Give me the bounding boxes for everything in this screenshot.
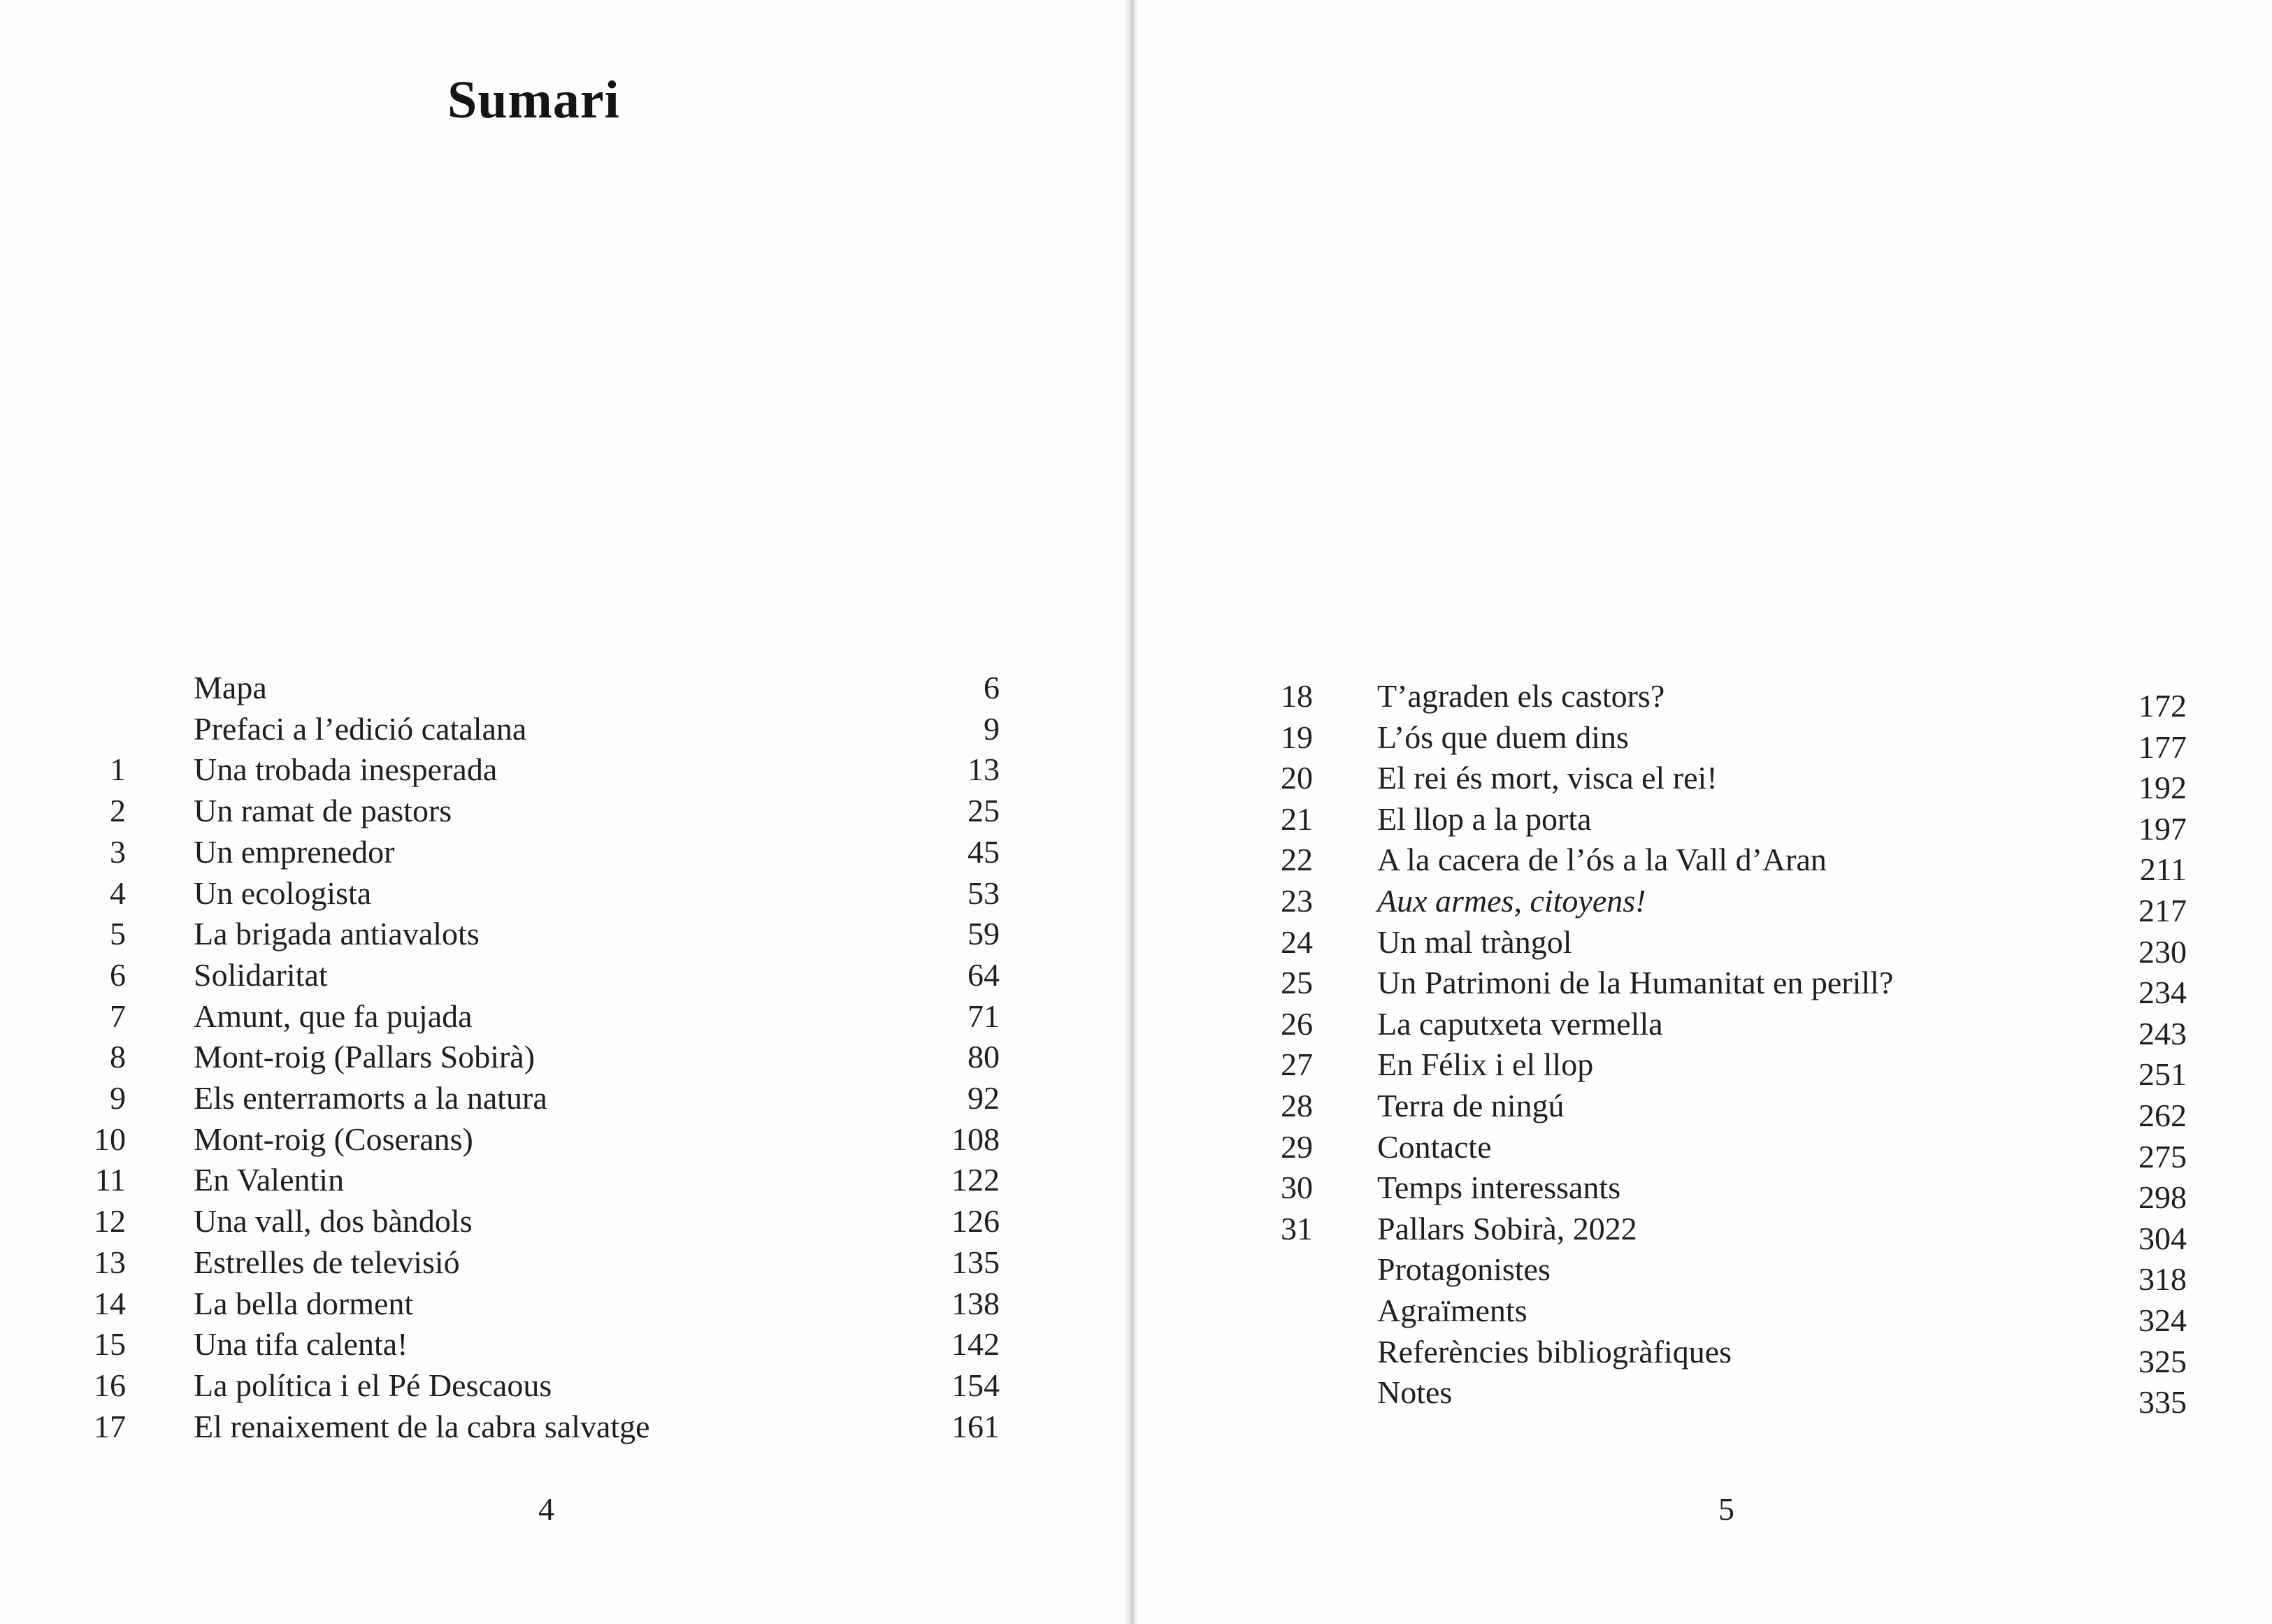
chapter-title: Una trobada inesperada	[194, 752, 498, 788]
toc-entry	[1138, 1249, 2243, 1298]
page-title: Sumari	[447, 71, 620, 129]
chapter-title: Mapa	[194, 670, 267, 705]
chapter-number: 23	[1281, 883, 1313, 919]
chapter-title: La caputxeta vermella	[1377, 1005, 1663, 1042]
chapter-title: Referències bibliogràfiques	[1377, 1333, 1732, 1370]
toc-entry	[1138, 1004, 2243, 1051]
chapter-title: Un mal tràngol	[1377, 924, 1572, 960]
chapter-title: Protagonistes	[1377, 1251, 1551, 1288]
chapter-page-number: 138	[951, 1285, 1000, 1321]
chapter-number: 25	[1281, 965, 1313, 1001]
chapter-number: 30	[1281, 1170, 1313, 1206]
chapter-number: 16	[94, 1367, 126, 1403]
chapter-title: Un ramat de pastors	[194, 793, 452, 829]
chapter-title: Solidaritat	[194, 956, 328, 993]
chapter-number: 10	[94, 1121, 126, 1157]
chapter-page-number: 192	[2138, 770, 2187, 806]
chapter-page-number: 135	[951, 1244, 1000, 1280]
chapter-number: 26	[1281, 1005, 1313, 1042]
chapter-number: 18	[1281, 678, 1313, 714]
chapter-page-number: 243	[2138, 1015, 2187, 1051]
chapter-number: 6	[110, 956, 126, 993]
chapter-title: La brigada antiavalots	[194, 916, 480, 952]
chapter-number: 15	[94, 1326, 126, 1363]
chapter-number: 2	[110, 793, 126, 829]
chapter-number: 24	[1281, 924, 1313, 960]
toc-entry	[1138, 1086, 2243, 1133]
chapter-title: Els enterramorts a la natura	[194, 1080, 547, 1116]
toc-entry	[1138, 1127, 2243, 1174]
chapter-number: 31	[1281, 1210, 1313, 1246]
toc-entry	[0, 996, 1049, 1037]
chapter-title: El renaixement de la cabra salvatge	[194, 1408, 650, 1444]
chapter-page-number: 230	[2138, 933, 2187, 970]
chapter-page-number: 324	[2138, 1302, 2187, 1338]
chapter-title: La bella dorment	[194, 1285, 414, 1321]
chapter-page-number: 251	[2138, 1056, 2187, 1093]
toc-entry	[1138, 1291, 2243, 1338]
chapter-page-number: 45	[968, 833, 1000, 870]
chapter-number: 11	[94, 1162, 126, 1198]
chapter-page-number: 6	[984, 670, 1000, 705]
left-page	[0, 0, 1133, 1624]
chapter-title: Mont-roig (Coserans)	[194, 1121, 473, 1157]
chapter-page-number: 9	[984, 710, 1000, 747]
toc-entry	[1138, 1372, 2243, 1421]
chapter-number: 20	[1281, 760, 1313, 796]
chapter-title: T’agraden els castors?	[1377, 678, 1665, 714]
chapter-page-number: 234	[2138, 975, 2187, 1011]
chapter-number: 27	[1281, 1047, 1313, 1083]
toc-entry	[1138, 1167, 2243, 1216]
chapter-page-number: 318	[2138, 1261, 2187, 1298]
chapter-title: El rei és mort, visca el rei!	[1377, 760, 1718, 796]
chapter-title: Prefaci a l’edició catalana	[194, 710, 527, 747]
toc-entry	[1138, 922, 2243, 970]
toc-entry	[1138, 840, 2243, 888]
chapter-title: Mont-roig (Pallars Sobirà)	[194, 1039, 535, 1075]
chapter-page-number: 275	[2138, 1138, 2187, 1174]
toc-entry	[0, 1037, 1049, 1077]
chapter-page-number: 71	[968, 998, 1000, 1034]
chapter-number: 3	[110, 833, 126, 870]
chapter-page-number: 211	[2139, 851, 2187, 888]
chapter-title: Aux armes, citoyens!	[1377, 883, 1646, 919]
chapter-page-number: 25	[968, 793, 1000, 829]
toc-entry	[0, 1365, 1049, 1406]
page-number-left: 4	[538, 1491, 554, 1527]
toc-entry	[1138, 1332, 2243, 1379]
chapter-number: 1	[110, 752, 126, 788]
toc-entry	[0, 1119, 1049, 1160]
chapter-page-number: 262	[2138, 1098, 2187, 1133]
toc-entry	[1138, 676, 2243, 724]
toc-entry	[0, 1242, 1049, 1283]
chapter-page-number: 59	[968, 916, 1000, 952]
toc-entry	[0, 1407, 1049, 1447]
chapter-title: Notes	[1377, 1374, 1453, 1411]
chapter-number: 21	[1281, 800, 1313, 837]
toc-entry	[0, 955, 1049, 996]
chapter-number: 7	[110, 998, 126, 1034]
toc-entry	[1138, 881, 2243, 928]
chapter-title: La política i el Pé Descaous	[194, 1367, 552, 1403]
chapter-number: 8	[110, 1039, 126, 1075]
toc-entry	[0, 1284, 1049, 1324]
chapter-title: Una vall, dos bàndols	[194, 1203, 473, 1239]
chapter-title: Un ecologista	[194, 875, 372, 911]
chapter-number: 9	[110, 1080, 126, 1116]
chapter-title: Estrelles de televisió	[194, 1244, 460, 1280]
chapter-title: Un emprenedor	[194, 833, 395, 870]
chapter-page-number: 304	[2138, 1220, 2187, 1256]
chapter-page-number: 64	[968, 956, 1000, 993]
toc-entry	[0, 709, 1049, 749]
chapter-page-number: 217	[2138, 893, 2187, 928]
chapter-title: L’ós que duem dins	[1377, 719, 1629, 755]
chapter-page-number: 13	[968, 752, 1000, 788]
toc-entry	[0, 832, 1049, 872]
right-page	[1138, 0, 2272, 1624]
chapter-title: Un Patrimoni de la Humanitat en perill?	[1377, 965, 1894, 1001]
chapter-title: Terra de ningú	[1377, 1088, 1565, 1123]
chapter-page-number: 108	[951, 1121, 1000, 1157]
chapter-title: A la cacera de l’ós a la Vall d’Aran	[1377, 842, 1827, 878]
chapter-title: Pallars Sobirà, 2022	[1377, 1210, 1637, 1246]
toc-entry	[0, 1160, 1049, 1200]
page-number-right: 5	[1718, 1491, 1734, 1527]
chapter-number: 5	[110, 916, 126, 952]
chapter-title: El llop a la porta	[1377, 800, 1592, 837]
toc-entry	[0, 914, 1049, 954]
chapter-page-number: 177	[2138, 728, 2187, 765]
chapter-page-number: 142	[951, 1326, 1000, 1363]
chapter-number: 19	[1281, 719, 1313, 755]
chapter-page-number: 92	[968, 1080, 1000, 1116]
chapter-page-number: 172	[2138, 688, 2187, 724]
toc-entry	[1138, 963, 2243, 1011]
toc-entry	[1138, 1044, 2243, 1093]
chapter-page-number: 298	[2138, 1179, 2187, 1216]
chapter-page-number: 53	[968, 875, 1000, 911]
chapter-page-number: 335	[2138, 1384, 2187, 1421]
chapter-page-number: 122	[951, 1162, 1000, 1198]
toc-entry	[1138, 799, 2243, 847]
toc-entry	[1138, 758, 2243, 806]
chapter-title: Una tifa calenta!	[194, 1326, 408, 1363]
chapter-page-number: 325	[2138, 1343, 2187, 1379]
chapter-number: 17	[94, 1408, 126, 1444]
chapter-title: Temps interessants	[1377, 1170, 1621, 1206]
chapter-title: En Félix i el llop	[1377, 1047, 1594, 1083]
toc-entry	[1138, 1209, 2243, 1256]
chapter-title: Agraïments	[1377, 1293, 1527, 1328]
chapter-number: 12	[94, 1203, 126, 1239]
chapter-number: 14	[94, 1285, 126, 1321]
toc-entry	[0, 1078, 1049, 1119]
toc-entry	[0, 873, 1049, 914]
toc-entry	[1138, 717, 2243, 765]
chapter-number: 4	[110, 875, 126, 911]
toc-entry	[0, 749, 1049, 790]
chapter-page-number: 197	[2138, 810, 2187, 847]
toc-entry	[0, 1201, 1049, 1242]
chapter-number: 28	[1281, 1088, 1313, 1123]
chapter-page-number: 80	[968, 1039, 1000, 1075]
chapter-page-number: 126	[951, 1203, 1000, 1239]
chapter-page-number: 161	[951, 1408, 1000, 1444]
chapter-title: Contacte	[1377, 1128, 1492, 1165]
chapter-title: Amunt, que fa pujada	[194, 998, 473, 1034]
toc-entry	[0, 791, 1049, 831]
chapter-number: 29	[1281, 1128, 1313, 1165]
toc-entry	[0, 668, 1049, 708]
toc-entry	[0, 1324, 1049, 1365]
book-gutter	[1126, 0, 1138, 1624]
chapter-title: En Valentin	[194, 1162, 345, 1198]
chapter-number: 13	[94, 1244, 126, 1280]
chapter-page-number: 154	[951, 1367, 1000, 1403]
chapter-number: 22	[1281, 842, 1313, 878]
